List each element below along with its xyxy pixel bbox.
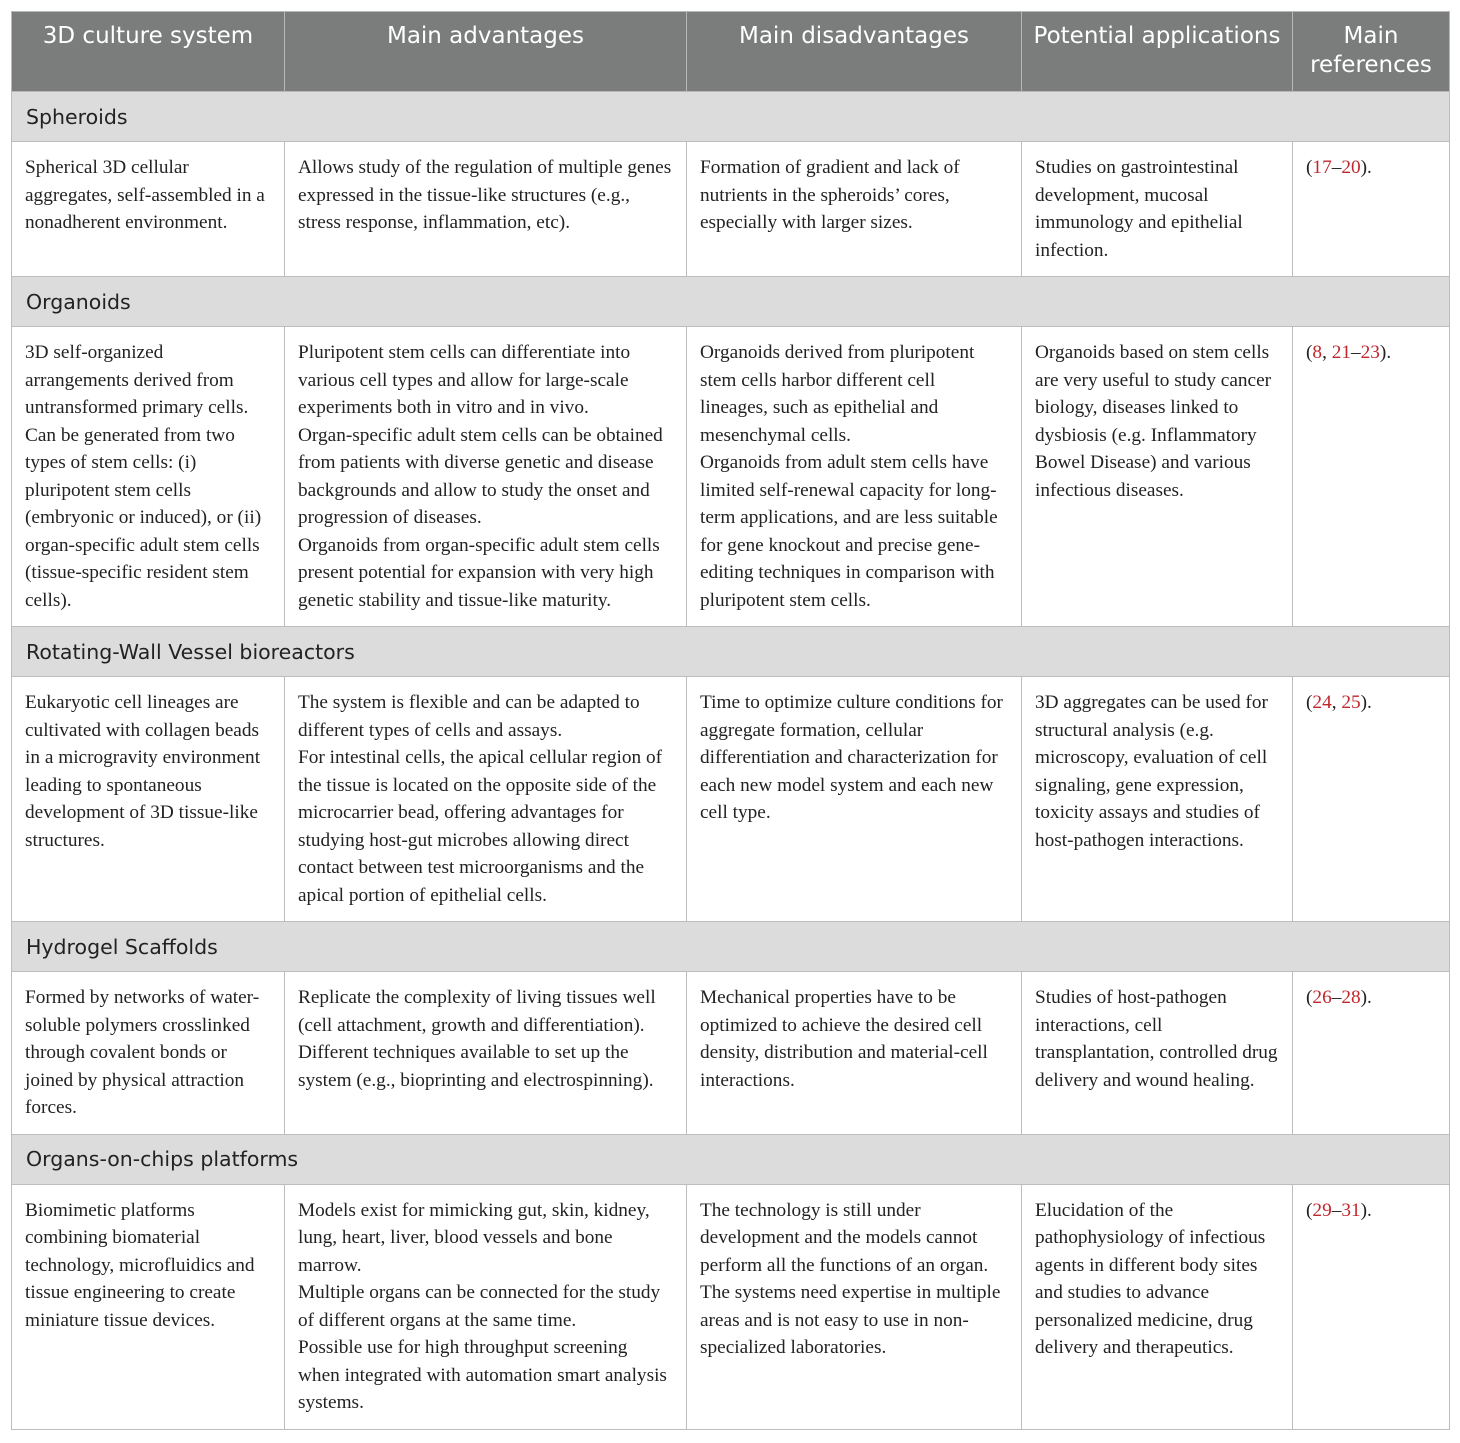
reference-link[interactable]: 24 [1312,692,1332,713]
table-container [11,11,1449,1430]
ref-close: ). [1360,157,1372,178]
advantages-text: Possible use for high throughput screening when integrated with automation smart analysis systems. [298,1337,667,1413]
cell-disadvantages [687,972,1022,1135]
table-row [12,1184,1450,1429]
applications-text: Elucidation of the pathophysiology of infectious agents in different body sites and studies to advance personalized medicine, drug delivery and therapeutics. [1035,1199,1266,1358]
section-title: Hydrogel Scaffolds [12,922,1450,972]
header-advantages: Main advantages [285,12,687,92]
cell-advantages [285,327,687,627]
disadvantages-text: The technology is still under development and the models cannot perform all the functions of an organ. [700,1199,989,1276]
reference-link[interactable]: 31 [1341,1199,1361,1221]
ref-close: ). [1360,1199,1372,1221]
advantages-text: Organoids from organ-specific adult stem cells present potential for expansion with very high genetic stability and tissue-like maturity. [298,534,660,611]
ref-separator: – [1331,1199,1342,1221]
ref-open: ( [1306,692,1313,713]
reference-link[interactable]: 29 [1312,1199,1332,1221]
disadvantages-text: Mechanical properties have to be optimized to achieve the desired cell density, distribution and material-cell interactions. [700,987,988,1091]
advantages-text: Multiple organs can be connected for the study of different organs at the same time. [298,1282,661,1331]
table-row [12,972,1450,1135]
header-disadvantages: Main disadvantages [687,12,1022,92]
cell-applications [1022,677,1293,922]
advantages-text: Allows study of the regulation of multiple genes expressed in the tissue-like structures (e.g., stress response, inflammation, etc). [298,157,672,233]
cell-disadvantages [687,1184,1022,1429]
table-row [12,327,1450,627]
section-row [12,92,1450,142]
cell-references [1293,327,1450,627]
section-title: Spheroids [12,92,1450,142]
advantages-text: Replicate the complexity of living tissues well (cell attachment, growth and differentiation). [298,987,656,1036]
section-row [12,277,1450,327]
table-body [12,92,1450,1430]
cell-applications [1022,142,1293,277]
ref-open: ( [1306,987,1313,1008]
applications-text: 3D aggregates can be used for structural analysis (e.g. microscopy, evaluation of cell signaling, gene expression, toxicity assays and studies of host-pathogen interactions. [1035,692,1268,851]
system-text: Formed by networks of water-soluble polymers crosslinked through covalent bonds or joined by physical attraction forces. [25,987,260,1118]
ref-separator: – [1350,342,1361,363]
applications-text: Studies on gastrointestinal development, mucosal immunology and epithelial infection. [1035,157,1243,261]
section-row [12,1134,1450,1184]
cell-system [12,1184,285,1429]
culture-systems-table [11,11,1450,1430]
reference-link[interactable]: 26 [1312,987,1332,1008]
ref-open: ( [1306,342,1313,363]
section-row [12,627,1450,677]
cell-advantages [285,142,687,277]
advantages-text: The system is flexible and can be adapted to different types of cells and assays. [298,692,640,741]
cell-system [12,327,285,627]
header-row [12,12,1450,92]
ref-close: ). [1360,987,1372,1008]
cell-advantages [285,972,687,1135]
table-row [12,677,1450,922]
system-text: Spherical 3D cellular aggregates, self-assembled in a nonadherent environment. [25,157,265,233]
ref-open: ( [1306,157,1313,178]
cell-applications [1022,1184,1293,1429]
disadvantages-text: Time to optimize culture conditions for aggregate formation, cellular differentiation and characterization for each new model system and each new cell type. [700,692,1003,823]
reference-link[interactable]: 25 [1341,692,1361,713]
cell-references [1293,1184,1450,1429]
ref-close: ). [1360,692,1372,713]
cell-system [12,677,285,922]
advantages-text: Pluripotent stem cells can differentiate into various cell types and allow for large-scale experiments both in vitro and in vivo. [298,342,631,418]
cell-system [12,142,285,277]
reference-link[interactable]: 8 [1312,342,1323,363]
advantages-text: Organ-specific adult stem cells can be obtained from patients with diverse genetic and disease backgrounds and allow to study the onset and progression of diseases. [298,424,663,528]
disadvantages-text: Formation of gradient and lack of nutrients in the spheroids’ cores, especially with larger sizes. [700,157,960,233]
header-system: 3D culture system [12,12,285,92]
section-title: Rotating-Wall Vessel bioreactors [12,627,1450,677]
ref-close: ). [1379,342,1392,363]
reference-link[interactable]: 23 [1360,342,1380,363]
system-text: Biomimetic platforms combining biomaterial technology, microfluidics and tissue engineering to create miniature tissue devices. [25,1199,255,1331]
cell-references [1293,142,1450,277]
system-text: Eukaryotic cell lineages are cultivated with collagen beads in a microgravity environment leading to spontaneous development of 3D tissue-like structures. [25,692,261,851]
cell-references [1293,972,1450,1135]
header-references: Main references [1293,12,1450,92]
advantages-text: Models exist for mimicking gut, skin, kidney, lung, heart, liver, blood vessels and bone marrow. [298,1199,650,1276]
reference-link[interactable]: 20 [1341,157,1361,178]
ref-separator: , [1331,692,1342,713]
section-title: Organs-on-chips platforms [12,1134,1450,1184]
section-title: Organoids [12,277,1450,327]
cell-advantages [285,1184,687,1429]
reference-link[interactable]: 21 [1331,342,1351,363]
disadvantages-text: The systems need expertise in multiple areas and is not easy to use in non-specialized laboratories. [700,1282,1001,1358]
cell-system [12,972,285,1135]
advantages-text: For intestinal cells, the apical cellular region of the tissue is located on the opposite side of the microcarrier bead, offering advantages for studying host-gut microbes allowing direct contact between test microorganisms and the apical portion of epithelial cells. [298,747,663,906]
disadvantages-text: Organoids from adult stem cells have limited self-renewal capacity for long-term applications, and are less suitable for gene knockout and precise gene-editing techniques in comparison with pluripotent stem cells. [700,452,998,611]
cell-disadvantages [687,327,1022,627]
ref-open: ( [1306,1199,1313,1221]
cell-applications [1022,327,1293,627]
system-text: 3D self-organized arrangements derived from untransformed primary cells. [25,342,249,418]
ref-separator: , [1322,342,1332,363]
header-applications: Potential applications [1022,12,1293,92]
section-row [12,922,1450,972]
cell-applications [1022,972,1293,1135]
advantages-text: Different techniques available to set up the system (e.g., bioprinting and electrospinning). [298,1042,654,1091]
applications-text: Studies of host-pathogen interactions, cell transplantation, controlled drug delivery and wound healing. [1035,987,1278,1091]
ref-separator: – [1331,987,1342,1008]
disadvantages-text: Organoids derived from pluripotent stem cells harbor different cell lineages, such as epithelial and mesenchymal cells. [700,342,975,446]
system-text: Can be generated from two types of stem cells: (i) pluripotent stem cells (embryonic or induced), or (ii) organ-specific adult stem cells (tissue-specific resident stem cells). [25,424,262,611]
ref-separator: – [1331,157,1342,178]
cell-disadvantages [687,142,1022,277]
cell-references [1293,677,1450,922]
reference-link[interactable]: 17 [1312,157,1332,178]
cell-advantages [285,677,687,922]
applications-text: Organoids based on stem cells are very useful to study cancer biology, diseases linked to dysbiosis (e.g. Inflammatory Bowel Disease) and various infectious diseases. [1035,342,1272,501]
reference-link[interactable]: 28 [1341,987,1361,1008]
cell-disadvantages [687,677,1022,922]
table-row [12,142,1450,277]
